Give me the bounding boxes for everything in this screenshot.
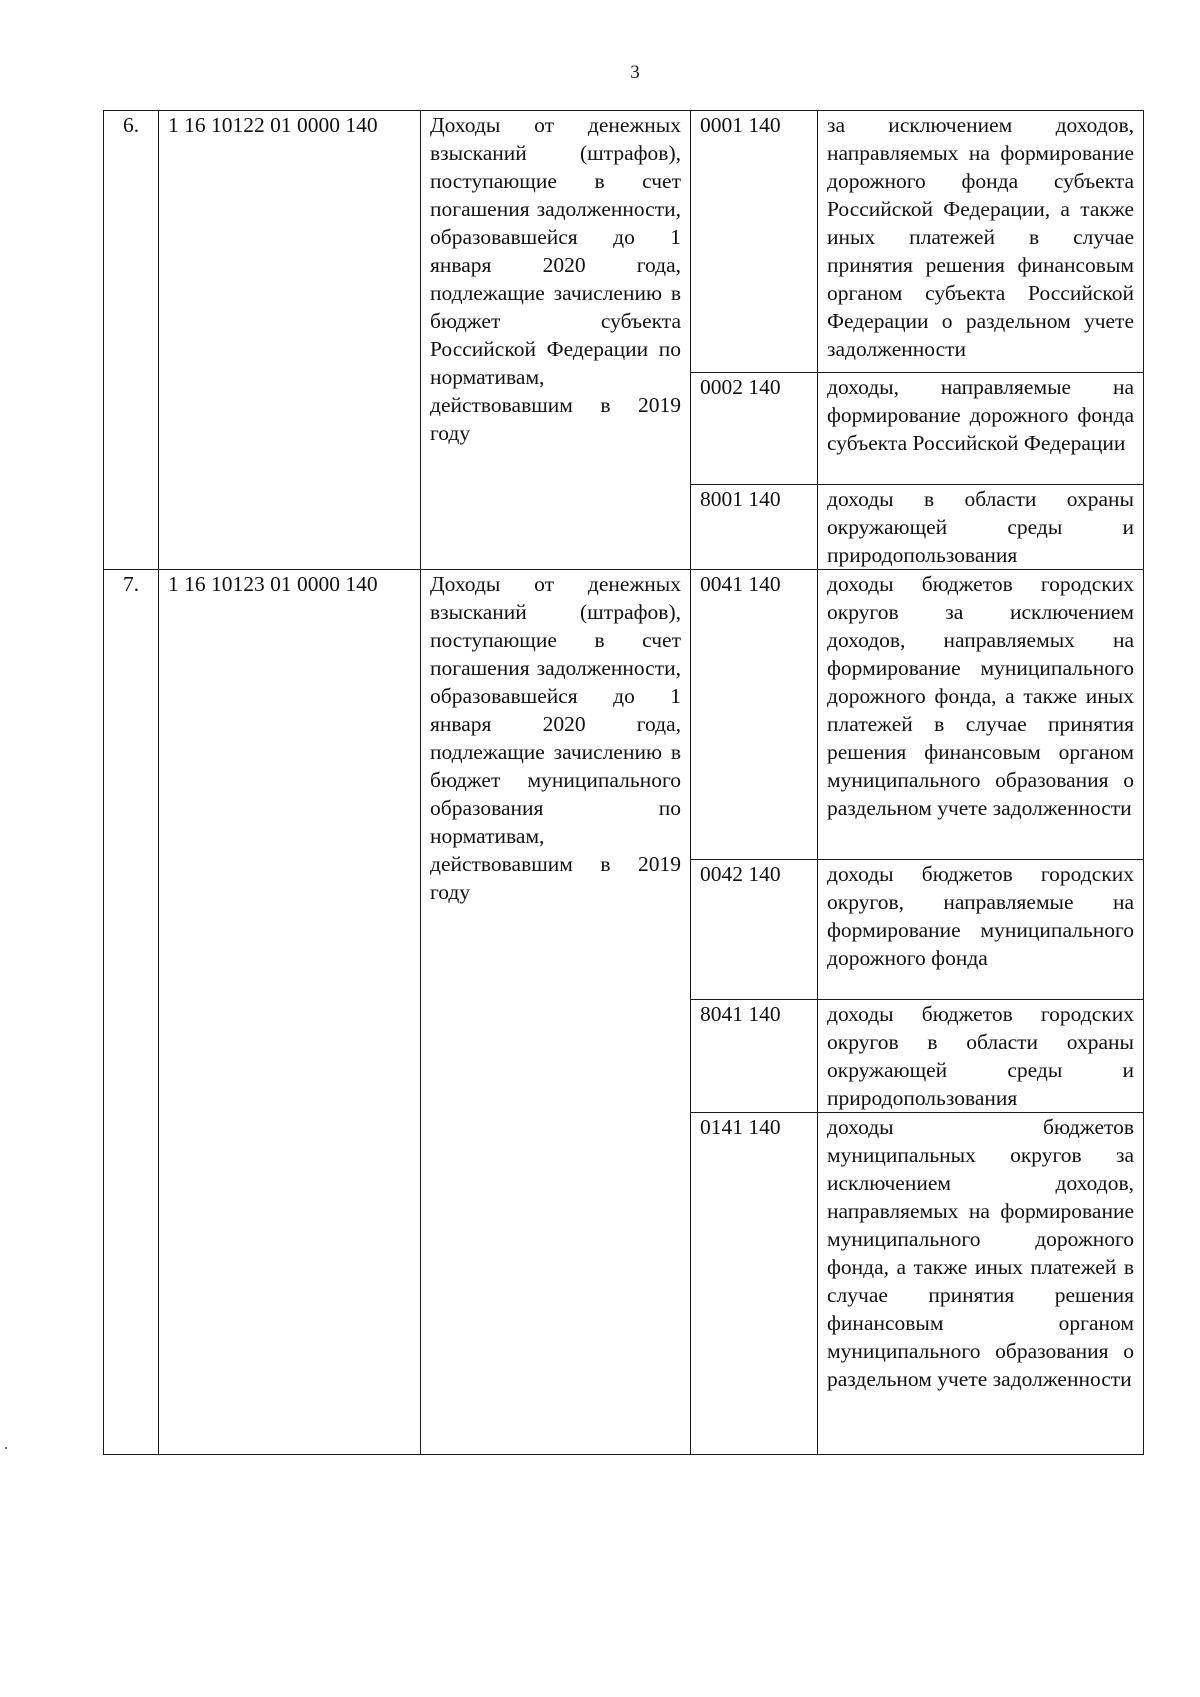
revenue-description: Доходы от денежных взысканий (штрафов), поступающие в счет погашения задолженности, образовавшейся до 1 января 2020 года, подлежащие зачислению в бюджет субъекта Российской Федерации по нормативам, действовавшим в 2019 году: [421, 111, 691, 570]
row-number: 6.: [104, 111, 159, 570]
budget-classification-code: 1 16 10123 01 0000 140: [159, 570, 421, 1455]
revenue-description: Доходы от денежных взысканий (штрафов), поступающие в счет погашения задолженности, образовавшейся до 1 января 2020 года, подлежащие зачислению в бюджет муниципального образования по нормативам, действовавшим в 2019 году: [421, 570, 691, 1455]
subcode-note: доходы в области охраны окружающей среды и природопользования: [818, 485, 1144, 570]
subcode: 0002 140: [691, 373, 818, 485]
scan-speck: [5, 1447, 7, 1449]
subcode: 0001 140: [691, 111, 818, 373]
subcode-note: за исключением доходов, направляемых на формирование дорожного фонда субъекта Российской Федерации, а также иных платежей в случае принятия решения финансовым органом субъекта Российской Федерации о раздельном учете задолженности: [818, 111, 1144, 373]
subcode-note: доходы бюджетов городских округов, направляемые на формирование муниципального дорожного фонда: [818, 860, 1144, 1000]
subcode: 0042 140: [691, 860, 818, 1000]
subcode: 0141 140: [691, 1113, 818, 1455]
subcode-note: доходы бюджетов городских округов за исключением доходов, направляемых на формирование муниципального дорожного фонда, а также иных платежей в случае принятия решения финансовым органом муниципального образования о раздельном учете задолженности: [818, 570, 1144, 860]
subcode-note: доходы бюджетов городских округов в области охраны окружающей среды и природопользования: [818, 1000, 1144, 1113]
row-number: 7.: [104, 570, 159, 1455]
subcode-note: доходы, направляемые на формирование дорожного фонда субъекта Российской Федерации: [818, 373, 1144, 485]
subcode-note: доходы бюджетов муниципальных округов за исключением доходов, направляемых на формирование муниципального дорожного фонда, а также иных платежей в случае принятия решения финансовым органом муниципального образования о раздельном учете задолженности: [818, 1113, 1144, 1455]
table-row: [104, 570, 1144, 860]
subcode: 8001 140: [691, 485, 818, 570]
table-row: [104, 111, 1144, 373]
page-number: 3: [630, 62, 640, 83]
budget-classification-code: 1 16 10122 01 0000 140: [159, 111, 421, 570]
subcode: 0041 140: [691, 570, 818, 860]
subcode: 8041 140: [691, 1000, 818, 1113]
revenue-codes-table: [103, 110, 1144, 1455]
